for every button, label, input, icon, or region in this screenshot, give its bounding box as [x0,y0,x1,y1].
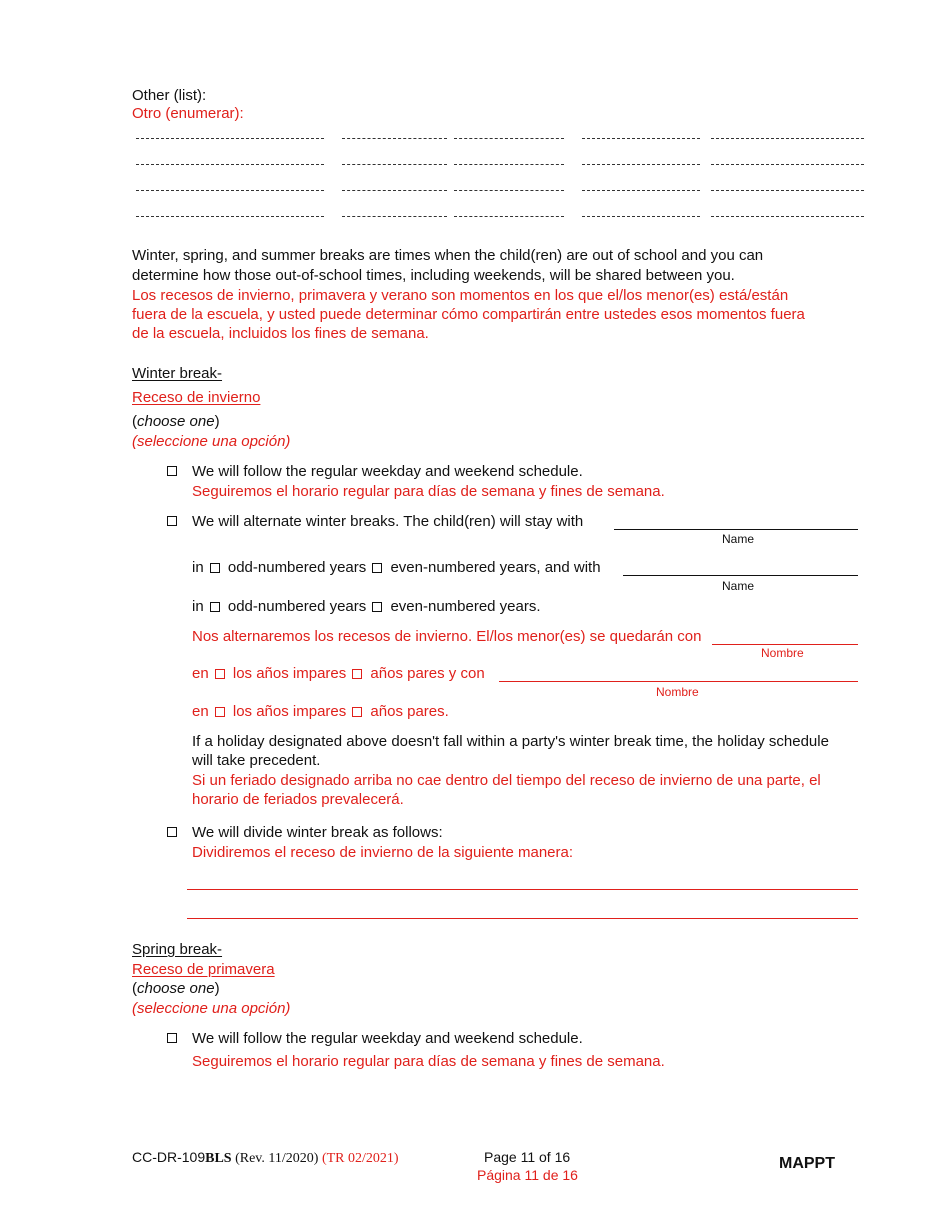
form-code: MAPPT [779,1155,835,1172]
spring-heading-es: Receso de primavera [132,961,275,978]
intro-en-line-2: determine how those out-of-school times, including weekends, will be shared between you. [132,267,735,284]
spring-choose-one: (choose one) [132,980,220,997]
winter-odd-2-checkbox[interactable] [210,602,220,612]
winter-opt2-text-es: Nos alternaremos los recesos de invierno. El/los menor(es) se quedarán con [192,628,702,645]
winter-opt1-text-es: Seguiremos el horario regular para días de semana y fines de semana. [192,483,665,500]
spring-choose-one-es: (seleccione una opción) [132,1000,291,1017]
winter-divide-line-2[interactable] [187,918,858,919]
winter-impares-1-checkbox[interactable] [215,669,225,679]
winter-years-row-2-es: en los años impares años pares. [192,703,449,720]
winter-pares-1-checkbox[interactable] [352,669,362,679]
winter-impares-2-checkbox[interactable] [215,707,225,717]
spring-heading: Spring break- [132,941,223,958]
winter-opt1-checkbox[interactable] [167,466,177,476]
winter-years-row-1: in odd-numbered years even-numbered years, and with [192,559,601,576]
winter-choose-one-es: (seleccione una opción) [132,433,291,450]
spring-opt1-checkbox[interactable] [167,1033,177,1043]
winter-holiday-es-2: horario de feriados prevalecerá. [192,791,404,808]
spring-opt1-text-es: Seguiremos el horario regular para días de semana y fines de semana. [192,1053,665,1070]
winter-nombre-2-label: Nombre [656,685,699,699]
winter-choose-one: (choose one) [132,413,220,430]
form-number: CC-DR-109BLS (Rev. 11/2020) (TR 02/2021) [132,1149,399,1166]
winter-name-2-label: Name [722,579,755,593]
winter-even-1-checkbox[interactable] [372,563,382,573]
winter-opt2-text: We will alternate winter breaks. The child(ren) will stay with [192,513,584,530]
winter-odd-1-checkbox[interactable] [210,563,220,573]
winter-divide-line-1[interactable] [187,889,858,890]
spring-opt1-text: We will follow the regular weekday and weekend schedule. [192,1030,583,1047]
winter-holiday-es-1: Si un feriado designado arriba no cae dentro del tiempo del receso de invierno de una parte, el [192,772,821,789]
other-label: Other (list): [132,87,207,104]
winter-name-1-label: Name [722,532,755,546]
winter-holiday-en-2: will take precedent. [192,752,321,769]
page-number: Page 11 of 16 [484,1149,571,1165]
winter-nombre-1-label: Nombre [761,646,804,660]
winter-opt3-text: We will divide winter break as follows: [192,824,443,841]
intro-en-line-1: Winter, spring, and summer breaks are times when the child(ren) are out of school and you can [132,247,764,264]
winter-holiday-en-1: If a holiday designated above doesn't fall within a party's winter break time, the holiday schedule [192,733,829,750]
winter-even-2-checkbox[interactable] [372,602,382,612]
winter-name-1-field[interactable] [614,529,858,530]
winter-nombre-2-field[interactable] [499,681,858,682]
winter-heading-es: Receso de invierno [132,389,261,406]
winter-pares-2-checkbox[interactable] [352,707,362,717]
winter-heading: Winter break- [132,365,223,382]
winter-opt3-text-es: Dividiremos el receso de invierno de la siguiente manera: [192,844,574,861]
other-label-es: Otro (enumerar): [132,105,244,122]
winter-name-2-field[interactable] [623,575,858,576]
intro-es-line-3: de la escuela, incluidos los fines de semana. [132,325,429,342]
winter-opt1-text: We will follow the regular weekday and weekend schedule. [192,463,583,480]
intro-es-line-2: fuera de la escuela, y usted puede determinar cómo compartirán entre ustedes esos momentos fuera [132,306,805,323]
winter-opt3-checkbox[interactable] [167,827,177,837]
winter-years-row-2: in odd-numbered years even-numbered years. [192,598,541,615]
intro-es-line-1: Los recesos de invierno, primavera y verano son momentos en los que el/los menor(es) está/están [132,287,789,304]
winter-opt2-checkbox[interactable] [167,516,177,526]
winter-years-row-1-es: en los años impares años pares y con [192,665,485,682]
page-number-es: Página 11 de 16 [477,1167,578,1183]
winter-nombre-1-field[interactable] [712,644,858,645]
